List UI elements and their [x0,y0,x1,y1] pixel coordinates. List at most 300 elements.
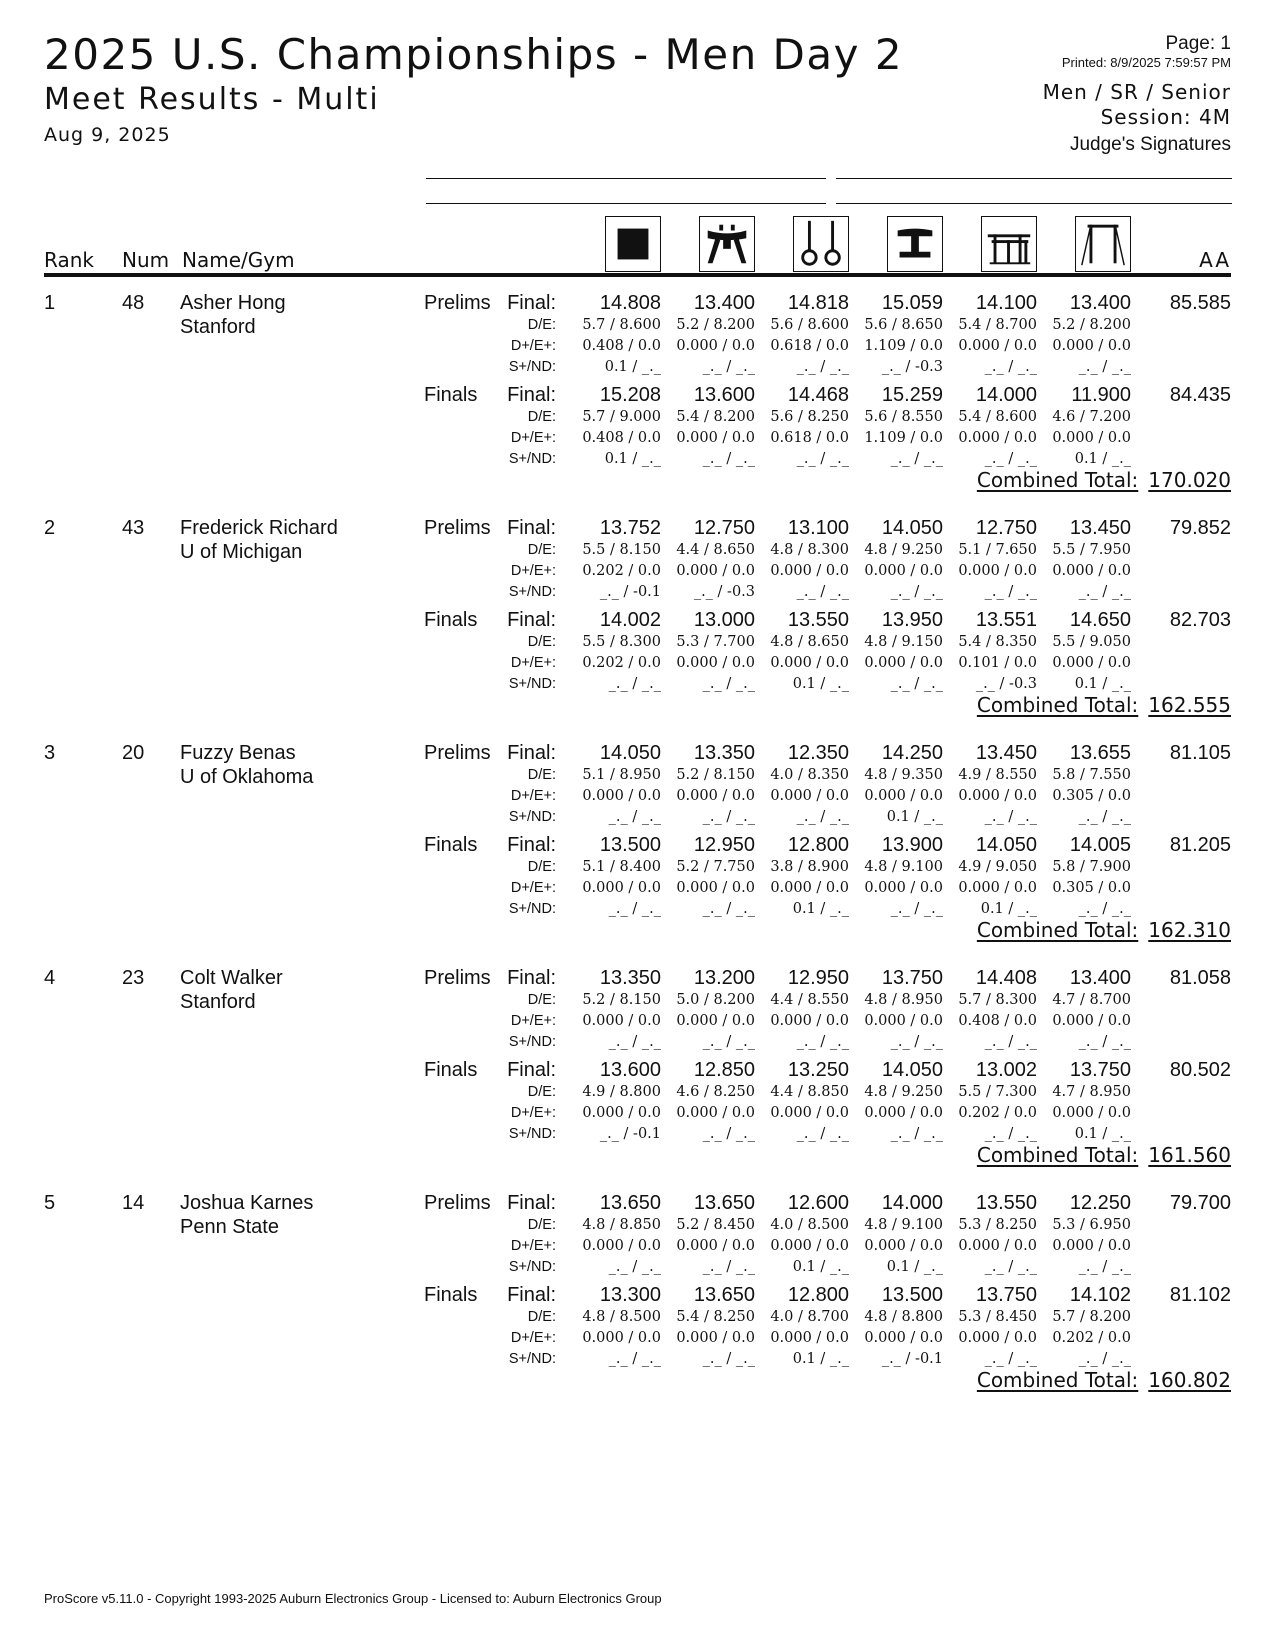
event-snd-value: _._ / -0.1 [599,1126,661,1142]
event-de-value: 5.1 / 8.400 [582,859,661,875]
event-dplus-value: 0.000 / 0.0 [1052,338,1131,354]
report-subtitle: Meet Results - Multi [44,82,380,117]
event-final-score: 13.750 [975,1284,1037,1306]
event-final-score: 14.002 [599,609,661,631]
snd-label: S+/ND: [508,676,556,692]
event-final-score: 11.900 [1071,384,1131,406]
dplus-label: D+/E+: [510,1330,556,1346]
athlete-gym: Penn State [180,1216,279,1238]
athlete-gym: U of Oklahoma [180,766,314,788]
event-snd-value: 0.1 / _._ [1074,451,1131,467]
event-final-score: 13.002 [975,1059,1037,1081]
event-de-value: 5.5 / 8.150 [582,542,661,558]
event-de-value: 4.8 / 8.500 [582,1309,661,1325]
aa-column-header: AA [1199,248,1231,272]
event-snd-value: _._ / _._ [796,1126,849,1142]
event-dplus-value: 0.000 / 0.0 [770,1013,849,1029]
event-de-value: 4.8 / 8.650 [770,634,849,650]
event-final-score: 12.750 [693,517,755,539]
event-snd-value: _._ / _._ [796,584,849,600]
event-dplus-value: 0.000 / 0.0 [770,655,849,671]
event-final-score: 13.200 [693,967,755,989]
event-final-score: 13.350 [693,742,755,764]
event-final-score: 14.050 [881,1059,943,1081]
event-final-score: 13.650 [599,1192,661,1214]
high-bar-icon [1075,216,1131,272]
event-final-score: 13.300 [599,1284,661,1306]
combined-total [977,918,1231,942]
event-snd-value: 0.1 / _._ [1074,676,1131,692]
event-de-value: 5.2 / 8.150 [582,992,661,1008]
event-dplus-value: 0.305 / 0.0 [1052,880,1131,896]
event-snd-value: _._ / _._ [608,676,661,692]
event-final-score: 13.000 [693,609,755,631]
event-de-value: 4.8 / 9.250 [864,542,943,558]
athlete-entry [0,284,1275,504]
dplus-label: D+/E+: [510,788,556,804]
event-de-value: 4.4 / 8.550 [770,992,849,1008]
event-dplus-value: 0.305 / 0.0 [1052,788,1131,804]
event-snd-value: _._ / _._ [702,1351,755,1367]
event-dplus-value: 0.000 / 0.0 [864,1330,943,1346]
event-de-value: 4.8 / 9.150 [864,634,943,650]
event-dplus-value: 0.202 / 0.0 [958,1105,1037,1121]
event-de-value: 5.8 / 7.900 [1052,859,1131,875]
event-de-value: 4.0 / 8.500 [770,1217,849,1233]
event-de-value: 4.7 / 8.950 [1052,1084,1131,1100]
event-final-score: 13.752 [599,517,661,539]
event-de-value: 4.8 / 9.250 [864,1084,943,1100]
event-dplus-value: 0.000 / 0.0 [1052,563,1131,579]
event-snd-value: 0.1 / _._ [886,1259,943,1275]
rings-icon [793,216,849,272]
event-snd-value: 0.1 / _._ [604,451,661,467]
round-finals [0,1059,1275,1149]
event-de-value: 5.2 / 7.750 [676,859,755,875]
de-label: D/E: [527,409,556,425]
snd-label: S+/ND: [508,451,556,467]
dplus-label: D+/E+: [510,1105,556,1121]
event-dplus-value: 0.000 / 0.0 [958,1238,1037,1254]
event-snd-value: 0.1 / _._ [886,809,943,825]
de-label: D/E: [527,317,556,333]
event-de-value: 5.6 / 8.650 [864,317,943,333]
event-final-score: 13.551 [975,609,1037,631]
aa-score: 79.852 [1169,517,1231,539]
event-de-value: 4.7 / 8.700 [1052,992,1131,1008]
event-final-score: 13.400 [1069,967,1131,989]
event-de-value: 4.8 / 8.950 [864,992,943,1008]
event-dplus-value: 0.000 / 0.0 [582,788,661,804]
combined-total-label: Combined Total: [976,693,1139,717]
event-snd-value: _._ / _._ [984,1034,1037,1050]
athlete-entry [0,1184,1275,1404]
round-label: Prelims [424,292,491,314]
event-snd-value: _._ / _._ [608,1034,661,1050]
event-final-score: 14.050 [975,834,1037,856]
event-snd-value: 0.1 / _._ [792,1259,849,1275]
athlete-name: Frederick Richard [180,517,338,539]
round-label: Finals [424,834,478,856]
event-de-value: 4.0 / 8.700 [770,1309,849,1325]
event-dplus-value: 0.000 / 0.0 [770,1105,849,1121]
event-snd-value: 0.1 / _._ [792,676,849,692]
event-final-score: 14.005 [1069,834,1131,856]
event-final-score: 14.000 [975,384,1037,406]
event-dplus-value: 0.000 / 0.0 [864,1105,943,1121]
combined-total [977,693,1231,717]
rank-column-header: Rank [44,248,94,272]
final-label: Final: [507,1284,556,1306]
final-label: Final: [507,1192,556,1214]
event-de-value: 4.8 / 8.300 [770,542,849,558]
round-label: Finals [424,609,478,631]
aa-score: 81.105 [1169,742,1231,764]
event-dplus-value: 0.000 / 0.0 [676,563,755,579]
event-de-value: 5.5 / 8.300 [582,634,661,650]
event-de-value: 5.6 / 8.550 [864,409,943,425]
event-de-value: 5.7 / 9.000 [582,409,661,425]
aa-score: 84.435 [1169,384,1231,406]
final-label: Final: [507,967,556,989]
de-label: D/E: [527,1084,556,1100]
event-dplus-value: 0.000 / 0.0 [1052,430,1131,446]
event-final-score: 15.059 [881,292,943,314]
event-final-score: 14.000 [881,1192,943,1214]
event-final-score: 13.900 [881,834,943,856]
aa-score: 81.058 [1169,967,1231,989]
event-snd-value: _._ / _._ [890,584,943,600]
de-label: D/E: [527,1309,556,1325]
event-snd-value: _._ / _._ [702,451,755,467]
event-snd-value: _._ / _._ [1078,901,1131,917]
event-de-value: 5.3 / 8.250 [958,1217,1037,1233]
event-de-value: 5.2 / 8.150 [676,767,755,783]
round-label: Finals [424,384,478,406]
event-dplus-value: 0.000 / 0.0 [864,563,943,579]
event-snd-value: _._ / _._ [890,676,943,692]
event-final-score: 14.408 [975,967,1037,989]
event-dplus-value: 0.000 / 0.0 [582,1238,661,1254]
event-snd-value: 0.1 / _._ [604,359,661,375]
event-snd-value: _._ / _._ [796,809,849,825]
event-final-score: 13.750 [881,967,943,989]
event-snd-value: _._ / _._ [1078,809,1131,825]
round-label: Prelims [424,742,491,764]
event-final-score: 15.208 [599,384,661,406]
event-de-value: 5.8 / 7.550 [1052,767,1131,783]
round-label: Finals [424,1284,478,1306]
event-dplus-value: 0.000 / 0.0 [864,1238,943,1254]
dplus-label: D+/E+: [510,563,556,579]
event-dplus-value: 0.000 / 0.0 [958,563,1037,579]
aa-score: 81.102 [1169,1284,1231,1306]
round-label: Prelims [424,1192,491,1214]
dplus-label: D+/E+: [510,1013,556,1029]
dplus-label: D+/E+: [510,880,556,896]
round-prelims [0,1192,1275,1282]
final-label: Final: [507,834,556,856]
event-dplus-value: 0.000 / 0.0 [676,1238,755,1254]
combined-total-value: 170.020 [1148,468,1231,492]
athlete-name: Fuzzy Benas [180,742,296,764]
event-dplus-value: 0.000 / 0.0 [770,880,849,896]
round-label: Prelims [424,517,491,539]
round-prelims [0,967,1275,1057]
event-dplus-value: 0.202 / 0.0 [1052,1330,1131,1346]
event-dplus-value: 0.000 / 0.0 [676,338,755,354]
aa-score: 80.502 [1169,1059,1231,1081]
combined-total-value: 161.560 [1148,1143,1231,1167]
combined-total [977,1368,1231,1392]
event-final-score: 13.350 [599,967,661,989]
event-de-value: 4.6 / 7.200 [1052,409,1131,425]
event-final-score: 14.650 [1069,609,1131,631]
event-de-value: 5.7 / 8.600 [582,317,661,333]
event-de-value: 4.4 / 8.850 [770,1084,849,1100]
event-final-score: 12.250 [1069,1192,1131,1214]
event-snd-value: _._ / _._ [1078,1034,1131,1050]
athlete-name: Asher Hong [180,292,286,314]
event-final-score: 13.400 [1069,292,1131,314]
snd-label: S+/ND: [508,809,556,825]
event-snd-value: _._ / _._ [890,1126,943,1142]
combined-total [977,468,1231,492]
event-snd-value: _._ / _._ [984,451,1037,467]
athlete-number: 48 [122,292,145,314]
athlete-number: 14 [122,1192,145,1214]
event-snd-value: _._ / -0.3 [881,359,943,375]
event-de-value: 5.4 / 8.250 [676,1309,755,1325]
event-snd-value: _._ / _._ [1078,1351,1131,1367]
event-final-score: 13.550 [787,609,849,631]
round-finals [0,834,1275,924]
combined-total-label: Combined Total: [976,1143,1139,1167]
event-dplus-value: 0.000 / 0.0 [864,788,943,804]
event-snd-value: _._ / _._ [702,1034,755,1050]
event-snd-value: _._ / -0.3 [975,676,1037,692]
event-dplus-value: 1.109 / 0.0 [864,338,943,354]
athlete-name: Joshua Karnes [180,1192,314,1214]
event-dplus-value: 0.000 / 0.0 [582,1330,661,1346]
final-label: Final: [507,292,556,314]
event-snd-value: _._ / _._ [984,584,1037,600]
snd-label: S+/ND: [508,901,556,917]
event-dplus-value: 0.000 / 0.0 [864,1013,943,1029]
event-final-score: 13.500 [881,1284,943,1306]
vault-icon [887,216,943,272]
event-de-value: 3.8 / 8.900 [770,859,849,875]
event-de-value: 5.7 / 8.300 [958,992,1037,1008]
event-snd-value: _._ / _._ [702,359,755,375]
event-de-value: 4.8 / 9.350 [864,767,943,783]
athlete-rank: 5 [44,1192,56,1214]
combined-total-label: Combined Total: [976,1368,1139,1392]
event-snd-value: _._ / _._ [608,809,661,825]
event-snd-value: _._ / _._ [608,901,661,917]
final-label: Final: [507,609,556,631]
event-dplus-value: 0.618 / 0.0 [770,338,849,354]
event-de-value: 5.3 / 6.950 [1052,1217,1131,1233]
snd-label: S+/ND: [508,1034,556,1050]
event-dplus-value: 0.618 / 0.0 [770,430,849,446]
event-de-value: 5.0 / 8.200 [676,992,755,1008]
final-label: Final: [507,384,556,406]
event-snd-value: _._ / _._ [1078,359,1131,375]
snd-label: S+/ND: [508,1126,556,1142]
event-dplus-value: 0.000 / 0.0 [864,880,943,896]
event-final-score: 13.750 [1069,1059,1131,1081]
event-dplus-value: 0.101 / 0.0 [958,655,1037,671]
round-label: Prelims [424,967,491,989]
event-final-score: 12.750 [975,517,1037,539]
event-dplus-value: 0.000 / 0.0 [676,430,755,446]
event-final-score: 14.468 [787,384,849,406]
event-snd-value: _._ / _._ [702,1259,755,1275]
event-snd-value: _._ / _._ [702,809,755,825]
event-dplus-value: 0.000 / 0.0 [1052,1105,1131,1121]
event-dplus-value: 0.000 / 0.0 [1052,1013,1131,1029]
event-de-value: 4.8 / 8.800 [864,1309,943,1325]
printed-timestamp: Printed: 8/9/2025 7:59:57 PM [1061,55,1231,70]
de-label: D/E: [527,992,556,1008]
round-finals [0,1284,1275,1374]
final-label: Final: [507,1059,556,1081]
event-snd-value: _._ / _._ [702,1126,755,1142]
event-de-value: 4.8 / 9.100 [864,1217,943,1233]
athlete-name: Colt Walker [180,967,283,989]
event-final-score: 13.600 [599,1059,661,1081]
athlete-number: 20 [122,742,145,764]
event-final-score: 13.655 [1069,742,1131,764]
event-dplus-value: 0.408 / 0.0 [582,430,661,446]
event-dplus-value: 1.109 / 0.0 [864,430,943,446]
event-de-value: 5.5 / 7.950 [1052,542,1131,558]
event-dplus-value: 0.408 / 0.0 [582,338,661,354]
athlete-rank: 1 [44,292,56,314]
event-final-score: 14.818 [787,292,849,314]
event-snd-value: 0.1 / _._ [792,1351,849,1367]
floor-icon [605,216,661,272]
event-de-value: 5.6 / 8.250 [770,409,849,425]
de-label: D/E: [527,767,556,783]
event-de-value: 4.8 / 8.850 [582,1217,661,1233]
event-snd-value: _._ / _._ [702,901,755,917]
combined-total [977,1143,1231,1167]
pommel-horse-icon [699,216,755,272]
event-dplus-value: 0.000 / 0.0 [582,880,661,896]
meet-date: Aug 9, 2025 [44,124,171,146]
event-snd-value: 0.1 / _._ [980,901,1037,917]
de-label: D/E: [527,634,556,650]
dplus-label: D+/E+: [510,1238,556,1254]
event-dplus-value: 0.000 / 0.0 [770,1238,849,1254]
athlete-entry [0,509,1275,729]
event-snd-value: _._ / _._ [890,451,943,467]
event-final-score: 12.350 [787,742,849,764]
event-de-value: 5.2 / 8.200 [676,317,755,333]
dplus-label: D+/E+: [510,430,556,446]
page-number: Page: 1 [1165,33,1231,54]
event-snd-value: _._ / _._ [796,1034,849,1050]
aa-score: 81.205 [1169,834,1231,856]
event-dplus-value: 0.000 / 0.0 [582,1105,661,1121]
header-rule [44,273,1231,277]
event-final-score: 15.259 [881,384,943,406]
event-final-score: 12.950 [787,967,849,989]
event-de-value: 5.7 / 8.200 [1052,1309,1131,1325]
athlete-gym: Stanford [180,991,256,1013]
snd-label: S+/ND: [508,1351,556,1367]
event-final-score: 13.100 [787,517,849,539]
event-de-value: 5.1 / 8.950 [582,767,661,783]
event-snd-value: _._ / _._ [890,901,943,917]
event-de-value: 4.9 / 9.050 [958,859,1037,875]
athlete-rank: 2 [44,517,56,539]
event-de-value: 5.2 / 8.450 [676,1217,755,1233]
category-label: Men / SR / Senior [1042,80,1231,104]
event-de-value: 5.6 / 8.600 [770,317,849,333]
event-dplus-value: 0.000 / 0.0 [676,788,755,804]
event-final-score: 13.500 [599,834,661,856]
round-finals [0,609,1275,699]
snd-label: S+/ND: [508,1259,556,1275]
num-column-header: Num [122,248,170,272]
event-dplus-value: 0.000 / 0.0 [958,430,1037,446]
event-snd-value: 0.1 / _._ [1074,1126,1131,1142]
event-final-score: 14.050 [599,742,661,764]
event-snd-value: _._ / _._ [1078,584,1131,600]
event-snd-value: _._ / _._ [796,359,849,375]
event-dplus-value: 0.000 / 0.0 [676,1013,755,1029]
event-final-score: 14.250 [881,742,943,764]
event-dplus-value: 0.000 / 0.0 [864,655,943,671]
event-snd-value: _._ / _._ [984,1351,1037,1367]
athlete-gym: U of Michigan [180,541,303,563]
event-de-value: 5.3 / 8.450 [958,1309,1037,1325]
event-snd-value: _._ / _._ [608,1351,661,1367]
athlete-rank: 3 [44,742,56,764]
event-dplus-value: 0.000 / 0.0 [770,788,849,804]
event-dplus-value: 0.202 / 0.0 [582,563,661,579]
event-de-value: 5.4 / 8.200 [676,409,755,425]
event-final-score: 13.600 [693,384,755,406]
event-de-value: 5.4 / 8.600 [958,409,1037,425]
event-de-value: 4.0 / 8.350 [770,767,849,783]
event-final-score: 12.600 [787,1192,849,1214]
round-label: Finals [424,1059,478,1081]
combined-total-label: Combined Total: [976,468,1139,492]
event-de-value: 5.2 / 8.200 [1052,317,1131,333]
de-label: D/E: [527,542,556,558]
event-dplus-value: 0.000 / 0.0 [1052,655,1131,671]
event-snd-value: _._ / _._ [984,1259,1037,1275]
combined-total-value: 162.555 [1148,693,1231,717]
event-de-value: 5.4 / 8.700 [958,317,1037,333]
event-final-score: 12.850 [693,1059,755,1081]
event-snd-value: _._ / -0.1 [599,584,661,600]
event-snd-value: _._ / _._ [984,809,1037,825]
event-de-value: 4.9 / 8.800 [582,1084,661,1100]
event-de-value: 5.4 / 8.350 [958,634,1037,650]
snd-label: S+/ND: [508,359,556,375]
event-snd-value: _._ / -0.3 [693,584,755,600]
event-de-value: 5.1 / 7.650 [958,542,1037,558]
combined-total-value: 162.310 [1148,918,1231,942]
aa-score: 82.703 [1169,609,1231,631]
de-label: D/E: [527,1217,556,1233]
event-final-score: 12.800 [787,834,849,856]
